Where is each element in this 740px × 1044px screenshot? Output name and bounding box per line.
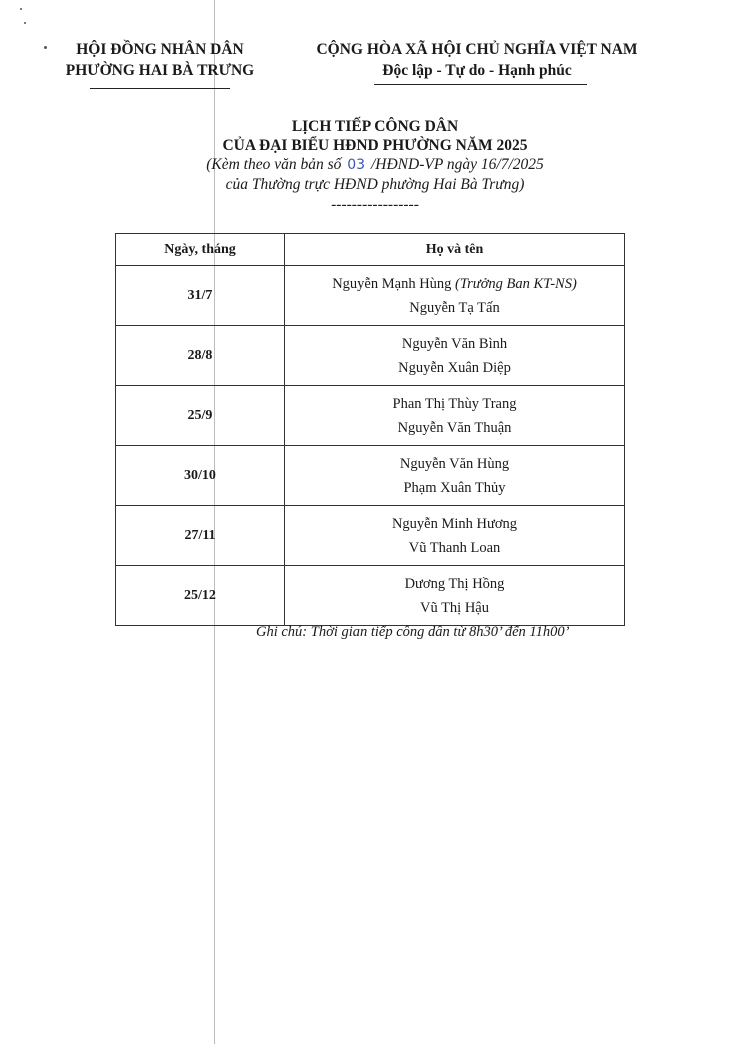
person-name: Nguyễn Văn Bình (401, 335, 508, 352)
issuer-underline (90, 88, 230, 89)
column-header-name: Họ và tên (285, 234, 625, 266)
row-names (285, 326, 625, 386)
person-name: Nguyễn Văn Thuận (397, 419, 512, 436)
motto-underline (374, 84, 587, 85)
national-motto: Độc lập - Tự do - Hạnh phúc (382, 62, 572, 79)
row-date: 30/10 (116, 446, 285, 506)
reference-suffix: /HĐND-VP ngày 16/7/2025 (370, 156, 544, 173)
schedule-table (115, 233, 625, 626)
row-names (285, 266, 625, 326)
table-row (116, 266, 625, 326)
issuer-line-2: PHƯỜNG HAI BÀ TRƯNG (65, 62, 255, 79)
issuer-line-1: HỘI ĐỒNG NHÂN DÂN (76, 41, 244, 58)
title-reference (160, 155, 590, 175)
person-name: Nguyễn Xuân Diệp (398, 359, 511, 376)
row-names (285, 506, 625, 566)
table-row (116, 566, 625, 626)
title-separator: ----------------- (331, 196, 419, 213)
issuer-header (52, 39, 268, 89)
row-date: 31/7 (116, 266, 285, 326)
row-date: 25/9 (116, 386, 285, 446)
person-name: Nguyễn Văn Hùng (399, 455, 510, 472)
table-row (116, 326, 625, 386)
person-name: Dương Thị Hồng (404, 575, 505, 592)
title-line-2: CỦA ĐẠI BIỂU HĐND PHƯỜNG NĂM 2025 (222, 137, 528, 154)
person-role: (Trưởng Ban KT-NS) (455, 275, 577, 292)
row-date: 25/12 (116, 566, 285, 626)
person-name: Nguyễn Tạ Tấn (409, 299, 500, 316)
person-name: Phạm Xuân Thủy (403, 479, 506, 496)
table-row (116, 506, 625, 566)
row-date: 28/8 (116, 326, 285, 386)
row-names (285, 446, 625, 506)
handwritten-doc-number: 03 (347, 157, 366, 173)
title-issuer: của Thường trực HĐND phường Hai Bà Trưng) (225, 176, 525, 193)
person-name: Nguyễn Minh Hương (391, 515, 518, 532)
table-header-row (116, 234, 625, 266)
title-line-1: LỊCH TIẾP CÔNG DÂN (291, 118, 459, 135)
national-title: CỘNG HÒA XÃ HỘI CHỦ NGHĨA VIỆT NAM (316, 41, 638, 58)
national-header (292, 39, 662, 85)
table-row (116, 446, 625, 506)
table-row (116, 386, 625, 446)
scan-speck (44, 46, 47, 49)
person-name: Phan Thị Thùy Trang (392, 395, 517, 412)
document-title (160, 117, 590, 214)
reference-prefix: (Kèm theo văn bản số (206, 156, 342, 173)
row-names (285, 386, 625, 446)
scan-speck (20, 8, 22, 10)
row-names (285, 566, 625, 626)
person-name: Vũ Thị Hậu (419, 599, 489, 616)
column-header-date: Ngày, tháng (116, 234, 285, 266)
person-name: Nguyễn Mạnh Hùng (332, 275, 452, 292)
footnote: Ghi chú: Thời gian tiếp công dân từ 8h30’ đến 11h00’ (256, 624, 570, 640)
row-date: 27/11 (116, 506, 285, 566)
scan-speck (24, 22, 26, 24)
person-name: Vũ Thanh Loan (408, 539, 501, 556)
